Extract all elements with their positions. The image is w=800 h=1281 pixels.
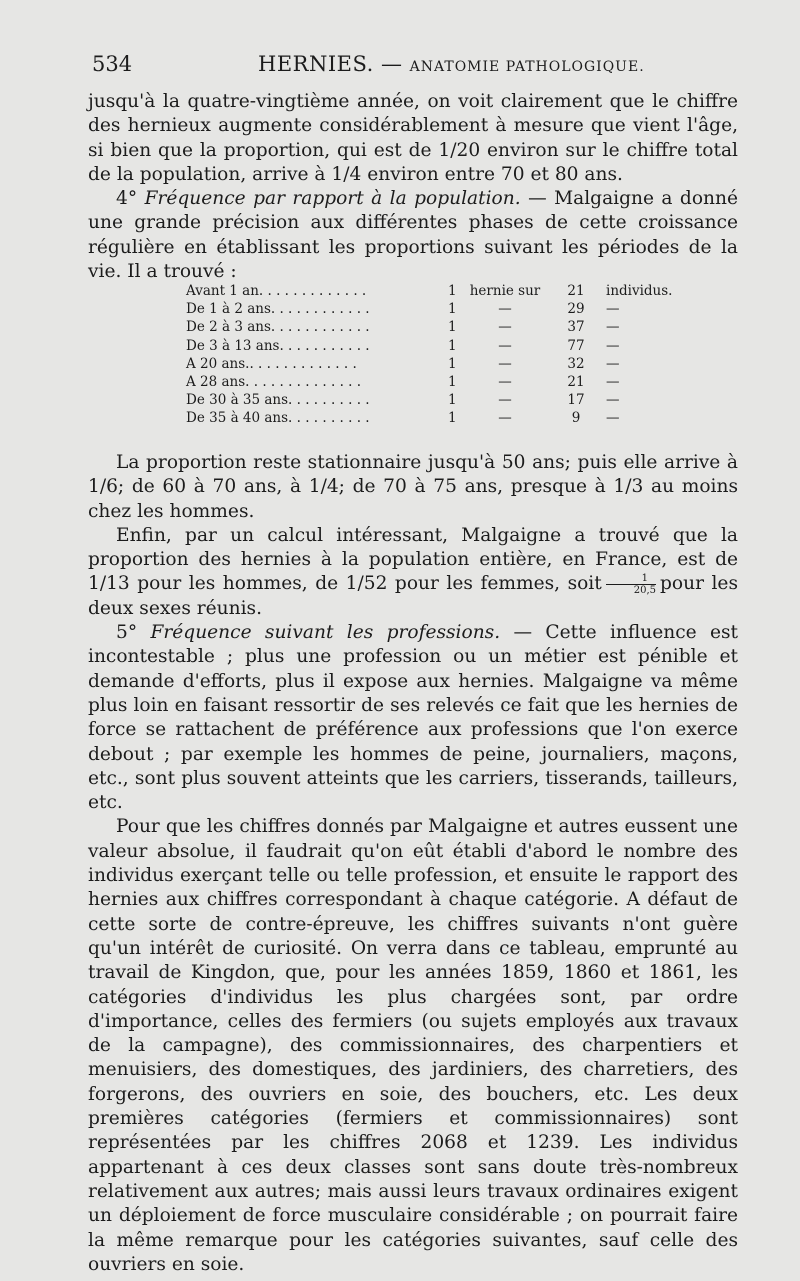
age-proportion-table: [186, 282, 692, 428]
age-proportion-table-body: [186, 282, 692, 428]
word-cell: —: [498, 392, 512, 409]
fraction-denominator: 20,5: [633, 584, 656, 596]
word-cell: —: [498, 301, 512, 318]
running-title: [258, 52, 645, 76]
age-cell: A 20 ans.. . . . . . . . . . . . .: [186, 355, 357, 372]
text-block-bottom: [88, 451, 738, 1277]
tail-cell: —: [606, 319, 620, 336]
running-header: [88, 52, 738, 78]
word-cell: hernie sur: [469, 283, 541, 299]
paragraph-3: [88, 524, 738, 621]
count-cell: 9: [571, 410, 581, 427]
section-4-paragraph: [88, 187, 738, 284]
one-cell: 1: [448, 337, 457, 354]
age-cell: Avant 1 an. . . . . . . . . . . . .: [186, 283, 367, 299]
age-cell: De 2 à 3 ans. . . . . . . . . . . .: [186, 319, 370, 336]
word-cell: —: [498, 355, 512, 372]
paragraph-3-after: pour les deux sexes réunis.: [88, 573, 738, 619]
word-cell: —: [498, 337, 512, 354]
tail-cell: —: [606, 410, 620, 427]
fraction-numerator: 1: [606, 573, 656, 585]
table-row: [186, 300, 692, 318]
table-row: [186, 373, 692, 391]
tail-cell: —: [606, 301, 620, 318]
table-row: [186, 318, 692, 336]
word-cell: —: [498, 410, 512, 427]
section-5-text: — Cette influence est incontestable ; plus une profession ou un métier est pénible et demande d'efforts, plus il expose aux hernies. Malgaigne va même plus loin en faisant ressortir de ses relevés ce fait que les hernies de force se rattachent de préférence aux professions que l'on exerce debout ; par exemple les hommes de peine, journaliers, maçons, etc., sont plus souvent atteints que les carriers, tisserands, tailleurs, etc.: [88, 622, 739, 814]
one-cell: 1: [448, 410, 457, 427]
age-cell: De 35 à 40 ans. . . . . . . . . .: [186, 410, 370, 427]
tail-cell: —: [606, 355, 620, 372]
tail-cell: —: [606, 374, 620, 391]
word-cell: —: [498, 319, 512, 336]
chapter-subtitle: ANATOMIE PATHOLOGIQUE.: [409, 59, 645, 75]
paragraph-1: jusqu'à la quatre-vingtième année, on voit clairement que le chiffre des hernieux augmente considérablement à mesure que vient l'âge, si bien que la proportion, qui est de 1/20 environ sur le chiffre total de la population, arrive à 1/4 environ entre 70 et 80 ans.: [88, 91, 738, 185]
count-cell: 21: [567, 283, 585, 299]
age-cell: A 28 ans. . . . . . . . . . . . . .: [186, 374, 362, 391]
section-5-title: Fréquence suivant les professions.: [150, 622, 501, 644]
count-cell: 77: [567, 337, 585, 354]
paragraph-2: La proportion reste stationnaire jusqu'à 50 ans; puis elle arrive à 1/6; de 60 à 70 ans, à 1/4; de 70 à 75 ans, presque à 1/3 au moins chez les hommes.: [88, 452, 738, 522]
count-cell: 37: [567, 319, 585, 336]
count-cell: 21: [567, 374, 585, 391]
one-cell: 1: [448, 392, 457, 409]
word-cell: —: [498, 374, 512, 391]
section-4-title: Fréquence par rapport à la population.: [144, 188, 521, 210]
tail-cell: —: [606, 392, 620, 409]
one-cell: 1: [448, 374, 457, 391]
one-cell: 1: [448, 319, 457, 336]
table-row: [186, 355, 692, 373]
table-row: [186, 391, 692, 409]
tail-cell: —: [606, 337, 620, 354]
title-dash: —: [380, 52, 403, 76]
count-cell: 29: [567, 301, 585, 318]
paragraph-4: Pour que les chiffres donnés par Malgaigne et autres eussent une valeur absolue, il faudrait qu'on eût établi d'abord le nombre des individus exerçant telle ou telle profession, et ensuite le rapport des hernies aux chiffres correspondant à chaque catégorie. A défaut de cette sorte de contre-épreuve, les chiffres suivants n'ont guère qu'un intérêt de curiosité. On verra dans ce tableau, emprunté au travail de Kingdon, que, pour les années 1859, 1860 et 1861, les catégories d'individus les plus chargées sont, par ordre d'importance, celles des fermiers (ou sujets employés aux travaux de la campagne), des commissionnaires, des charpentiers et menuisiers, des domestiques, des jardiniers, des charretiers, des forgerons, des ouvriers en soie, des bouchers, etc. Les deux premières catégories (fermiers et commissionnaires) sont représentées par les chiffres 2068 et 1239. Les individus appartenant à ces deux classes sont sans doute très-nombreux relativement aux autres; mais aussi leurs travaux ordinaires exigent un déploiement de force musculaire considérable ; on pourrait faire la même remarque pour les catégories suivantes, sauf celle des ouvriers en soie.: [88, 816, 738, 1275]
page-number: 534: [92, 52, 133, 76]
section-4-number: 4°: [116, 188, 138, 210]
count-cell: 32: [567, 355, 585, 372]
count-cell: 17: [567, 392, 585, 409]
table-row: [186, 409, 692, 427]
table-row: [186, 337, 692, 355]
table-row: [186, 282, 692, 300]
section-5-number: 5°: [116, 622, 138, 644]
age-cell: De 30 à 35 ans. . . . . . . . . .: [186, 392, 370, 409]
age-cell: De 3 à 13 ans. . . . . . . . . . .: [186, 337, 370, 354]
section-5-paragraph: [88, 621, 738, 815]
age-cell: De 1 à 2 ans. . . . . . . . . . . .: [186, 301, 370, 318]
one-cell: 1: [448, 301, 457, 318]
paragraph-3-before: Enfin, par un calcul intéressant, Malgaigne a trouvé que la proportion des hernies à la population entière, en France, est de 1/13 pour les hommes, de 1/52 pour les femmes, soit: [88, 524, 738, 595]
tail-cell: individus.: [606, 283, 673, 299]
one-cell: 1: [448, 283, 457, 299]
chapter-title: HERNIES.: [258, 52, 374, 76]
section-4-text: — Malgaigne a donné une grande précision aux différentes phases de cette croissance régulière en établissant les proportions suivant les périodes de la vie. Il a trouvé :: [88, 188, 738, 283]
one-cell: 1: [448, 355, 457, 372]
text-block-top: [88, 90, 738, 284]
fraction-one-over-20-5: [606, 573, 656, 596]
